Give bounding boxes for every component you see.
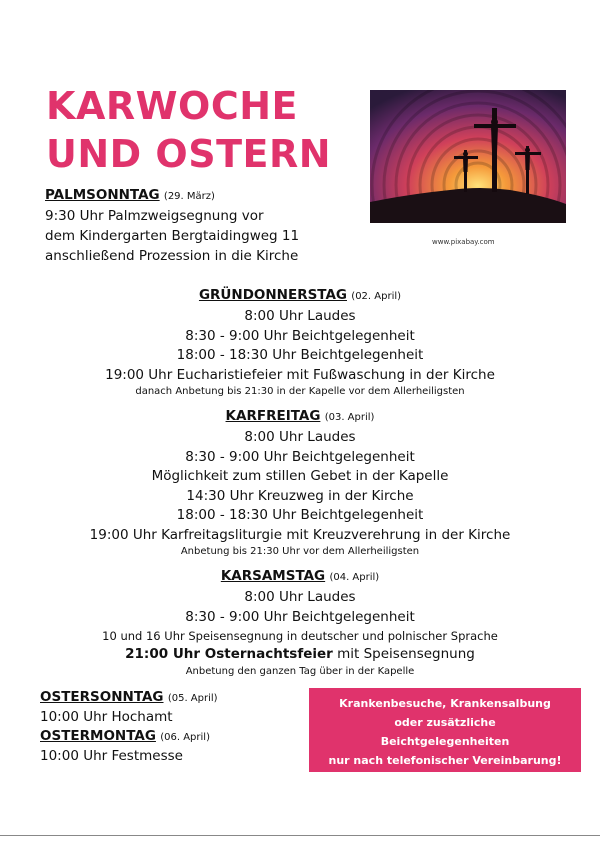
ostersonntag-label: OSTERSONNTAG: [40, 689, 164, 705]
ostermontag-line: 10:00 Uhr Festmesse: [40, 748, 183, 764]
karfreitag-line: 8:00 Uhr Laudes: [244, 429, 356, 445]
palmsonntag-heading: [45, 186, 299, 206]
palmsonntag-line: 9:30 Uhr Palmzweigsegnung vor: [45, 208, 264, 224]
gruendonnerstag-note: danach Anbetung bis 21:30 in der Kapelle vor dem Allerheiligsten: [135, 386, 465, 397]
palmsonntag-section: [45, 186, 299, 266]
karfreitag-section: [0, 406, 600, 558]
crucifixion-image: [370, 90, 566, 223]
gruendonnerstag-line: 19:00 Uhr Eucharistiefeier mit Fußwaschung in der Kirche: [105, 366, 495, 383]
gruendonnerstag-heading: [0, 285, 600, 307]
gruendonnerstag-date: (02. April): [351, 291, 402, 302]
karsamstag-heading: [0, 566, 600, 588]
palmsonntag-label: PALMSONNTAG: [45, 187, 160, 203]
gruendonnerstag-line: 18:00 - 18:30 Uhr Beichtgelegenheit: [176, 347, 424, 363]
title-line-2: UND OSTERN: [46, 132, 332, 176]
title-line-1: KARWOCHE: [46, 84, 298, 128]
ostersonntag-line: 10:00 Uhr Hochamt: [40, 709, 173, 725]
ostermontag-date: (06. April): [160, 732, 210, 743]
karsamstag-line-osternacht: [0, 645, 600, 665]
osternacht-rest: mit Speisensegnung: [332, 646, 475, 662]
karsamstag-note: Anbetung den ganzen Tag über in der Kapelle: [185, 665, 415, 677]
ostersonntag-date: (05. April): [167, 693, 218, 704]
karsamstag-line: 8:30 - 9:00 Uhr Beichtgelegenheit: [185, 608, 415, 625]
gruendonnerstag-section: [0, 285, 600, 398]
image-credit: www.pixabay.com: [432, 238, 495, 246]
osternacht-bold: 21:00 Uhr Osternachtsfeier: [125, 646, 333, 662]
karfreitag-line: 19:00 Uhr Karfreitagsliturgie mit Kreuzverehrung in der Kirche: [89, 526, 511, 543]
karfreitag-line: 14:30 Uhr Kreuzweg in der Kirche: [186, 487, 414, 504]
karsamstag-label: KARSAMSTAG: [220, 568, 326, 584]
gruendonnerstag-line: 8:00 Uhr Laudes: [244, 308, 356, 324]
ostermontag-heading: [40, 727, 218, 747]
gruendonnerstag-line: 8:30 - 9:00 Uhr Beichtgelegenheit: [185, 327, 415, 344]
palmsonntag-line: anschließend Prozession in die Kirche: [45, 248, 299, 264]
karsamstag-date: (04. April): [329, 572, 380, 583]
karfreitag-line: 8:30 - 9:00 Uhr Beichtgelegenheit: [185, 448, 415, 465]
palmsonntag-line: dem Kindergarten Bergtaidingweg 11: [45, 228, 300, 244]
karfreitag-label: KARFREITAG: [225, 408, 321, 424]
karfreitag-line: Möglichkeit zum stillen Gebet in der Kapelle: [151, 468, 449, 484]
page-title: [46, 82, 331, 178]
karfreitag-note: Anbetung bis 21:30 Uhr vor dem Allerheiligsten: [180, 546, 420, 557]
bottom-divider: [0, 835, 600, 836]
karfreitag-heading: [0, 406, 600, 428]
karfreitag-date: (03. April): [324, 412, 375, 423]
karfreitag-line: 18:00 - 18:30 Uhr Beichtgelegenheit: [176, 507, 424, 523]
notice-line: oder zusätzliche: [394, 716, 496, 729]
ostermontag-label: OSTERMONTAG: [40, 728, 156, 744]
notice-line: Krankenbesuche, Krankensalbung: [339, 697, 551, 710]
gruendonnerstag-label: GRÜNDONNERSTAG: [198, 287, 347, 303]
notice-line: Beichtgelegenheiten: [380, 735, 510, 748]
ostersonntag-heading: [40, 688, 218, 708]
palmsonntag-date: (29. März): [163, 191, 215, 202]
easter-days-section: [40, 688, 218, 766]
karsamstag-section: [0, 566, 600, 678]
karsamstag-line: 8:00 Uhr Laudes: [244, 589, 356, 605]
notice-line: nur nach telefonischer Vereinbarung!: [328, 754, 562, 767]
karsamstag-line: 10 und 16 Uhr Speisensegnung in deutscher und polnischer Sprache: [102, 629, 498, 643]
notice-box: [309, 688, 581, 772]
